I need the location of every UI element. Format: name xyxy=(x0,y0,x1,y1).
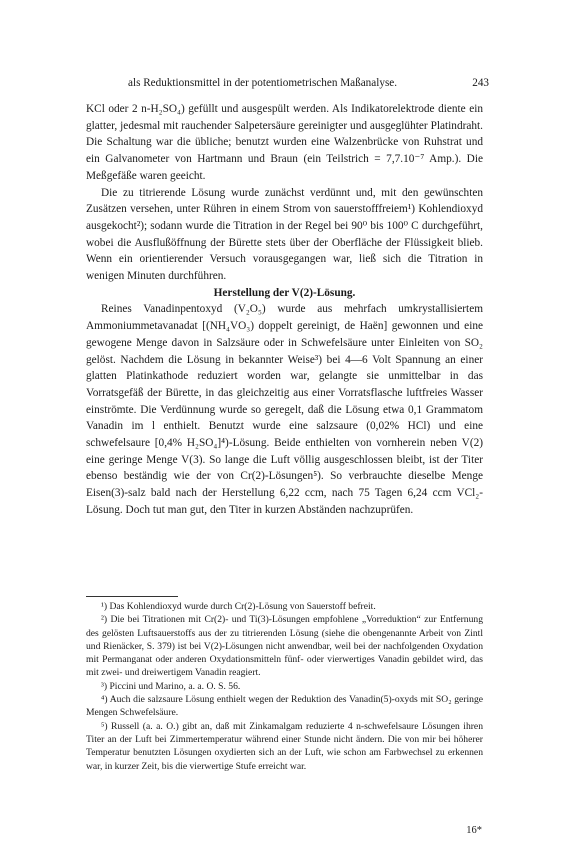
running-header xyxy=(0,76,567,90)
paragraph: KCl oder 2 n-H₂SO₄) gefüllt und ausgespült werden. Als Indikatorelektrode diente ein glatter, jedesmal mit rauchender Salpetersäure gereinigter und ausgeglühter Platindraht. Die Schaltung war die übliche; benutzt wurden eine Walzenbrücke von Ruhstrat und ein Galvanometer von Hartmann und Braun (ein Teilstrich = 7,7.10⁻⁷ Amp.). Die Meßgefäße waren geeicht. xyxy=(86,103,483,182)
running-title: als Reduktionsmittel in der potentiometrischen Maßanalyse. xyxy=(128,77,398,89)
footnote-divider xyxy=(86,596,178,597)
footnote: ¹) Das Kohlendioxyd wurde durch Cr(2)-Lösung von Sauerstoff befreit. xyxy=(101,601,376,612)
paragraph: Reines Vanadinpentoxyd (V₂O₅) wurde aus mehrfach umkrystallisiertem Ammoniummetavanadat [(NH₄VO₃) doppelt gereinigt, de Haën] gewonnen und eine gewogene Menge davon in Salzsäure oder in Schwefelsäure unter Einleiten von SO₂ gelöst. Nachdem die Lösung in bekannter Weise³) bei 4—6 Volt Spannung an einer glatten Platinkathode reduziert worden war, gelangte sie unmittelbar in das Vorratsgefäß der Bürette, in das gleichzeitig aus einer Vorratsflasche luftfreies Wasser einströmte. Die Verdünnung wurde so geregelt, daß die Lösung etwa 0,1 Grammatom Vanadin im l enthielt. Benutzt wurde eine salzsaure (0,02% HCl) und eine schwefelsaure [0,4% H₂SO₄]⁴)-Lösung. Beide enthielten von vornherein neben V(2) eine geringe Menge V(3). So lange die Luft völlig ausgeschlossen bleibt, ist der Titer ebenso beständig wie der von Cr(2)-Lösungen⁵). So verbrauchte dieselbe Menge Eisen(3)-salz bald nach der Herstellung 6,22 ccm, nach 75 Tagen 6,24 ccm VCl₂-Lösung. Doch tut man gut, den Titer in kurzen Abständen nachzuprüfen. xyxy=(86,303,483,516)
section-heading: Herstellung der V(2)-Lösung. xyxy=(213,286,356,299)
page-number: 243 xyxy=(472,77,489,89)
footnote: ²) Die bei Titrationen mit Cr(2)- und Ti(3)-Lösungen empfohlene „Vorreduktion“ zur Entfernung des gelösten Luftsauerstoffs aus der zu titrierenden Lösung (siehe die obengenannte Arbeit von Zintl und Rienäcker, S. 379) ist bei V(2)-Lösungen nicht anwendbar, weil bei der nachfolgenden Oxydation mit Permanganat oder anderen Oxydationsmitteln fünf- oder vierwertiges Vanadin gebildet wird, das mit zwei- und dreiwertigem Vanadin reagiert. xyxy=(86,614,483,679)
footnote: ³) Piccini und Marino, a. a. O. S. 56. xyxy=(101,680,241,692)
paragraph: Die zu titrierende Lösung wurde zunächst verdünnt und, mit den gewünschten Zusätzen versehen, unter Rühren in einem Strom von sauerstofffreiem¹) Kohlendioxyd ausgekocht²); sodann wurde die Titration in der Regel bei 90⁰ bis 100⁰ C durchgeführt, wobei die Ausflußöffnung der Bürette stets über der Oberfläche der Flüssigkeit blieb. Wenn ein orientierender Versuch vorausgegangen war, ließ sich die Titration in wenigen Minuten durchführen. xyxy=(86,186,483,283)
footnote: ⁴) Auch die salzsaure Lösung enthielt wegen der Reduktion des Vanadin(5)-oxyds mit SO₂ geringe Mengen Schwefelsäure. xyxy=(86,694,483,719)
footnotes xyxy=(86,600,483,773)
main-text xyxy=(86,101,483,519)
signature-mark: 16* xyxy=(466,825,482,836)
footnote: ⁵) Russell (a. a. O.) gibt an, daß mit Zinkamalgam reduzierte 4 n-schwefelsaure Lösungen ihren Titer an der Luft bei Zimmertemperatur während einer Stunde nicht ändern. Die von mir bei höherer Temperatur benutzten Lösungen oxydierten sich an der Luft, wie schon am Farbwechsel zu erkennen war, in kurzer Zeit, bis die vierwertige Stufe erreicht war. xyxy=(86,720,483,772)
